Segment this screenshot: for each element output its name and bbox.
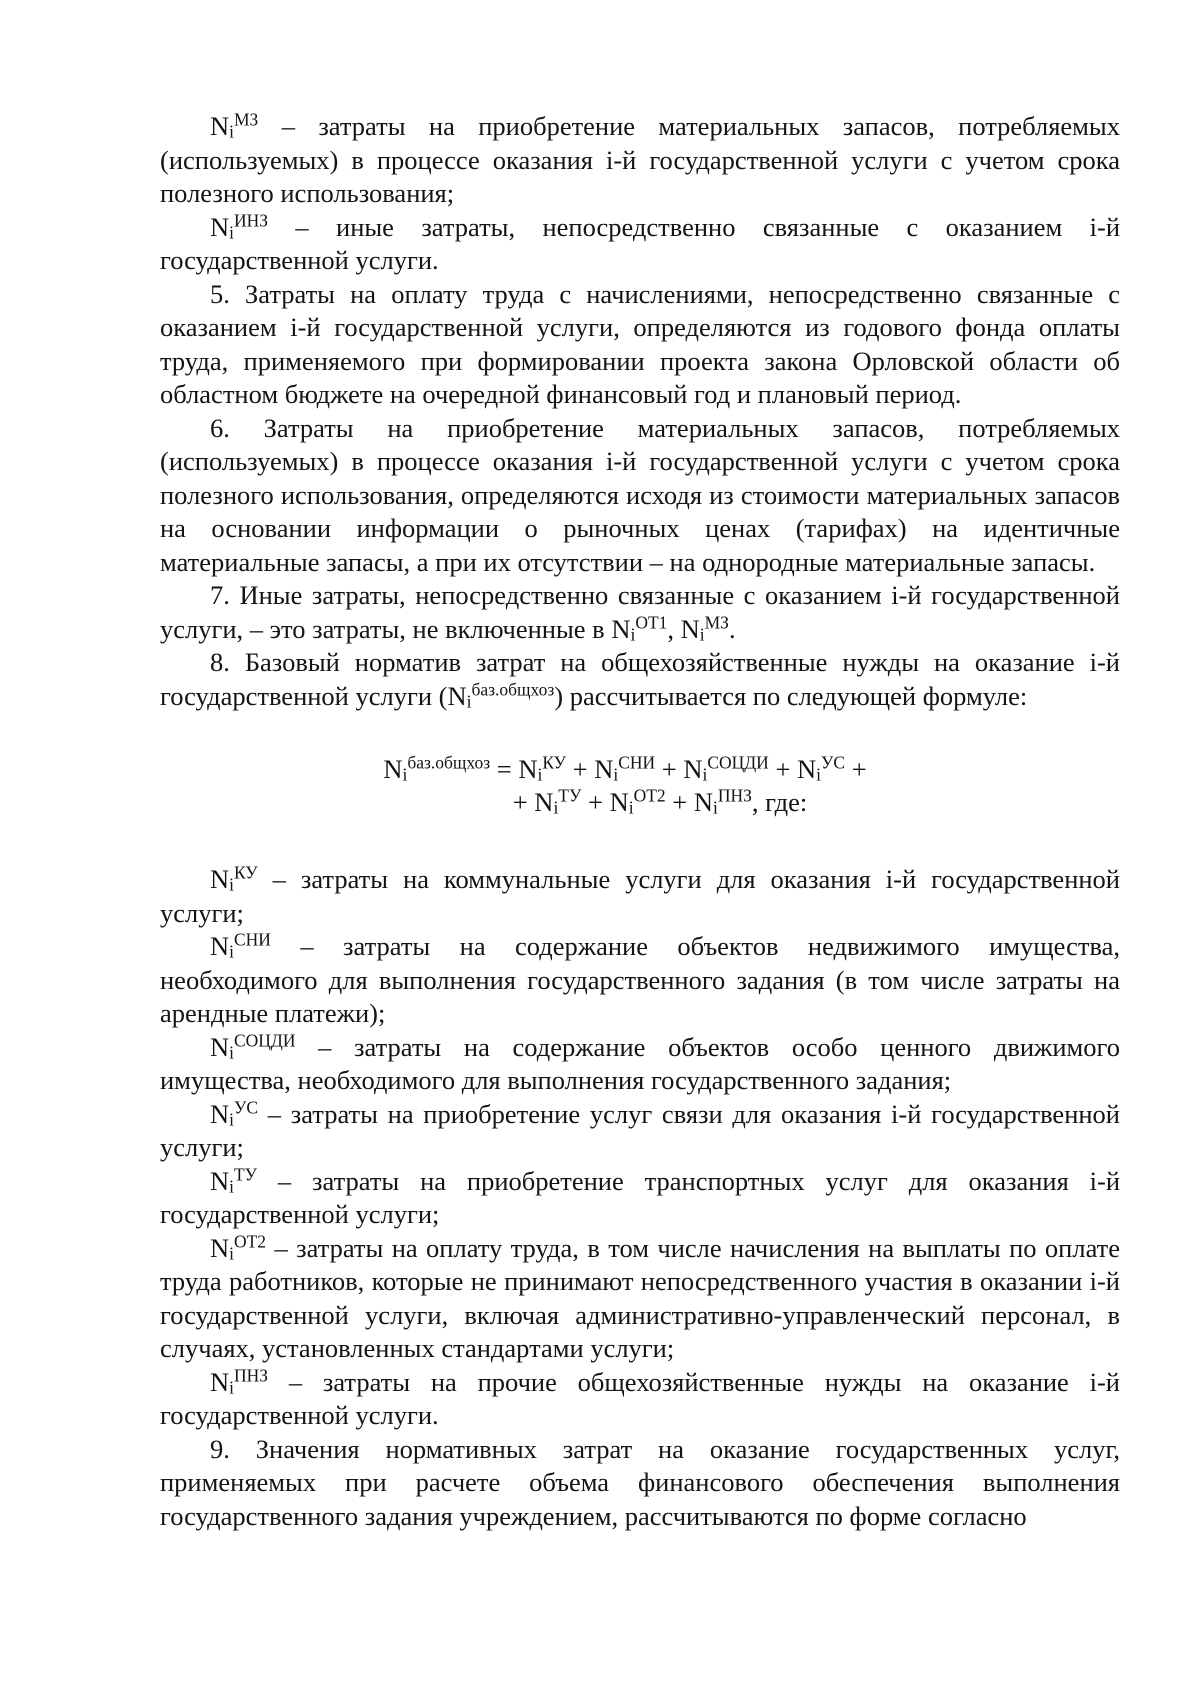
- formula-term: $N_i^{ПНЗ}$, где:: [693, 785, 808, 818]
- paragraph-def-us: $N_i^{УС}$ – затраты на приобретение услуг связи для оказания i-й государственной услуги;: [160, 1096, 1120, 1162]
- paragraph-def-mz: $N_i^{МЗ}$ – затраты на приобретение материальных запасов, потребляемых (используемых) в процессе оказания i-й государственной услуги с учетом срока полезного использования;: [160, 109, 1120, 208]
- paragraph-def-ku: $N_i^{КУ}$ – затраты на коммунальные услуги для оказания i-й государственной услуги;: [160, 862, 1120, 928]
- formula-term: $N_i^{ОТ2}$ +: [609, 785, 694, 818]
- formula-term: $N_i^{КУ}$ +: [518, 752, 595, 785]
- paragraph-6: 6. Затраты на приобретение материальных запасов, потребляемых (используемых) в процессе оказания i-й государственной услуги с учетом срока полезного использования, определяются исходя из стоимости материальных запасов на основании информации о рыночных ценах (тарифах) на идентичные материальные запасы, а при их отсутствии – на однородные материальные запасы.: [160, 412, 1120, 577]
- paragraph-def-sni: $N_i^{СНИ}$ – затраты на содержание объектов недвижимого имущества, необходимого для выполнения государственного задания (в том числе затраты на арендные платежи);: [160, 929, 1120, 1028]
- paragraph-7: 7. Иные затраты, непосредственно связанные с оказанием i-й государственной услуги, – это затраты, не включенные в $N_i^{ОТ1}$, $N_i^{МЗ}$.: [160, 580, 1120, 645]
- paragraph-def-pnz: $N_i^{ПНЗ}$ – затраты на прочие общехозяйственные нужды на оказание i-й государственной услуги.: [160, 1364, 1120, 1430]
- paragraph-9: 9. Значения нормативных затрат на оказание государственных услуг, применяемых при расчете объема финансового обеспечения выполнения государственного задания учреждением, рассчитываются по форме согласно: [160, 1433, 1120, 1531]
- formula-term: $N_i^{баз.общхоз}$ =: [383, 752, 519, 785]
- paragraph-def-socdi: $N_i^{СОЦДИ}$ – затраты на содержание объектов особо ценного движимого имущества, необходимого для выполнения государственного задания;: [160, 1029, 1120, 1095]
- formula-line-2: + $N_i^{ТУ} + N_i^{ОТ2} + N_i^{ПНЗ}$, где:: [512, 785, 808, 818]
- formula-term: $N_i^{УС}$ +: [797, 752, 867, 785]
- paragraph-8: 8. Базовый норматив затрат на общехозяйственные нужды на оказание i-й государственной услуги $(N_i^{баз.общхоз})$ рассчитывается по следующей формуле:: [160, 647, 1120, 712]
- paragraph-def-tu: $N_i^{ТУ}$ – затраты на приобретение транспортных услуг для оказания i-й государственной услуги;: [160, 1163, 1120, 1229]
- formula-term: $N_i^{ТУ}$ +: [534, 785, 610, 818]
- formula-term: $N_i^{СОЦДИ}$ +: [683, 752, 798, 785]
- formula-base-overhead: [160, 753, 1120, 819]
- paragraph-5: 5. Затраты на оплату труда с начислениями, непосредственно связанные с оказанием i-й государственной услуги, определяются из годового фонда оплаты труда, применяемого при формировании проекта закона Орловской области об областном бюджете на очередной финансовый год и плановый период.: [160, 278, 1120, 409]
- paragraph-def-inz: $N_i^{ИНЗ}$ – иные затраты, непосредственно связанные с оказанием i-й государственной услуги.: [160, 209, 1120, 275]
- formula-line-1: [160, 753, 1090, 786]
- formula-term: $N_i^{СНИ}$ +: [594, 752, 684, 785]
- paragraph-def-ot2: $N_i^{ОТ2}$ – затраты на оплату труда, в том числе начисления на выплаты по оплате труда работников, которые не принимают непосредственного участия в оказании i-й государственной услуги, включая административно-управленческий персонал, в случаях, установленных стандартами услуги;: [160, 1230, 1120, 1363]
